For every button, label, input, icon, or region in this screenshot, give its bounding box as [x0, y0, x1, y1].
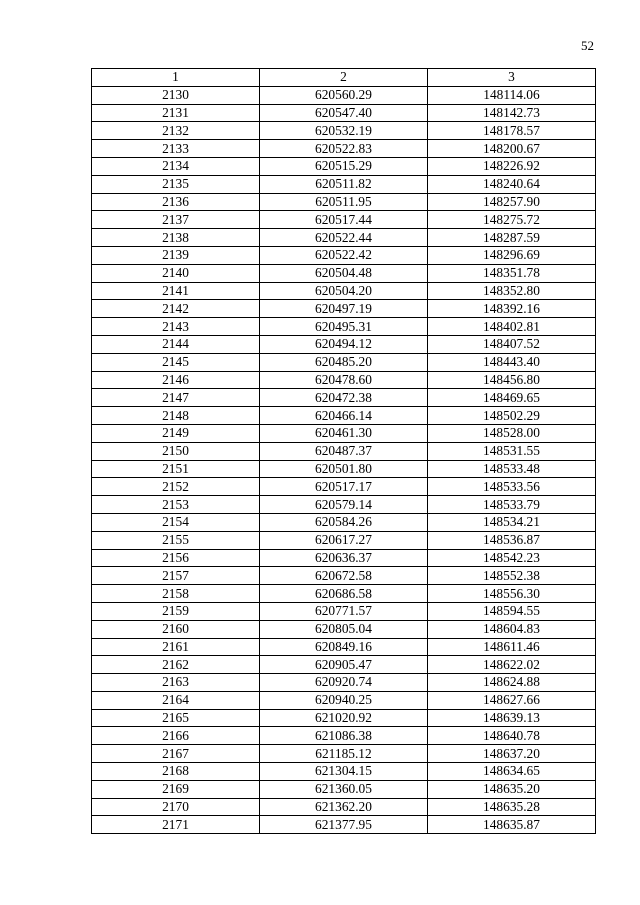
point-number-cell: 2146: [92, 371, 260, 389]
table-row: [92, 211, 596, 229]
y-coordinate-cell: 148533.56: [428, 478, 596, 496]
point-number-cell: 2137: [92, 211, 260, 229]
table-row: [92, 460, 596, 478]
table-row: [92, 567, 596, 585]
y-coordinate-cell: 148533.79: [428, 496, 596, 514]
y-coordinate-cell: 148624.88: [428, 674, 596, 692]
y-coordinate-cell: 148594.55: [428, 602, 596, 620]
x-coordinate-cell: 620487.37: [260, 442, 428, 460]
table-row: [92, 496, 596, 514]
y-coordinate-cell: 148226.92: [428, 157, 596, 175]
x-coordinate-cell: 620547.40: [260, 104, 428, 122]
x-coordinate-cell: 620472.38: [260, 389, 428, 407]
table-row: [92, 442, 596, 460]
x-coordinate-cell: 620517.44: [260, 211, 428, 229]
table-row: [92, 816, 596, 834]
point-number-cell: 2156: [92, 549, 260, 567]
y-coordinate-cell: 148556.30: [428, 585, 596, 603]
x-coordinate-cell: 620636.37: [260, 549, 428, 567]
point-number-cell: 2155: [92, 531, 260, 549]
y-coordinate-cell: 148533.48: [428, 460, 596, 478]
x-coordinate-cell: 620466.14: [260, 407, 428, 425]
point-number-cell: 2159: [92, 602, 260, 620]
x-coordinate-cell: 620504.48: [260, 264, 428, 282]
y-coordinate-cell: 148296.69: [428, 246, 596, 264]
point-number-cell: 2139: [92, 246, 260, 264]
point-number-cell: 2163: [92, 674, 260, 692]
point-number-cell: 2141: [92, 282, 260, 300]
x-coordinate-cell: 620805.04: [260, 620, 428, 638]
point-number-cell: 2145: [92, 353, 260, 371]
x-coordinate-cell: 620495.31: [260, 318, 428, 336]
column-header-2: 2: [260, 69, 428, 87]
coordinates-table: [91, 68, 596, 834]
x-coordinate-cell: 620905.47: [260, 656, 428, 674]
y-coordinate-cell: 148531.55: [428, 442, 596, 460]
point-number-cell: 2160: [92, 620, 260, 638]
x-coordinate-cell: 620478.60: [260, 371, 428, 389]
table-row: [92, 229, 596, 247]
table-row: [92, 353, 596, 371]
point-number-cell: 2140: [92, 264, 260, 282]
y-coordinate-cell: 148528.00: [428, 424, 596, 442]
table-header-row: [92, 69, 596, 87]
y-coordinate-cell: 148402.81: [428, 318, 596, 336]
page-number: 52: [581, 38, 594, 53]
column-header-1: 1: [92, 69, 260, 87]
table-row: [92, 513, 596, 531]
table-row: [92, 424, 596, 442]
y-coordinate-cell: 148637.20: [428, 745, 596, 763]
point-number-cell: 2136: [92, 193, 260, 211]
table-row: [92, 691, 596, 709]
point-number-cell: 2171: [92, 816, 260, 834]
point-number-cell: 2132: [92, 122, 260, 140]
x-coordinate-cell: 620494.12: [260, 335, 428, 353]
point-number-cell: 2167: [92, 745, 260, 763]
y-coordinate-cell: 148622.02: [428, 656, 596, 674]
table-row: [92, 585, 596, 603]
x-coordinate-cell: 620522.42: [260, 246, 428, 264]
y-coordinate-cell: 148640.78: [428, 727, 596, 745]
point-number-cell: 2157: [92, 567, 260, 585]
table-row: [92, 549, 596, 567]
table-row: [92, 389, 596, 407]
point-number-cell: 2150: [92, 442, 260, 460]
point-number-cell: 2164: [92, 691, 260, 709]
point-number-cell: 2131: [92, 104, 260, 122]
y-coordinate-cell: 148635.87: [428, 816, 596, 834]
x-coordinate-cell: 620920.74: [260, 674, 428, 692]
table-row: [92, 371, 596, 389]
x-coordinate-cell: 620522.44: [260, 229, 428, 247]
table-row: [92, 282, 596, 300]
y-coordinate-cell: 148469.65: [428, 389, 596, 407]
point-number-cell: 2165: [92, 709, 260, 727]
point-number-cell: 2149: [92, 424, 260, 442]
table-row: [92, 638, 596, 656]
table-row: [92, 674, 596, 692]
x-coordinate-cell: 620504.20: [260, 282, 428, 300]
table-row: [92, 620, 596, 638]
y-coordinate-cell: 148627.66: [428, 691, 596, 709]
table-row: [92, 246, 596, 264]
y-coordinate-cell: 148287.59: [428, 229, 596, 247]
table-row: [92, 478, 596, 496]
x-coordinate-cell: 620461.30: [260, 424, 428, 442]
column-header-3: 3: [428, 69, 596, 87]
y-coordinate-cell: 148502.29: [428, 407, 596, 425]
point-number-cell: 2152: [92, 478, 260, 496]
y-coordinate-cell: 148534.21: [428, 513, 596, 531]
x-coordinate-cell: 620940.25: [260, 691, 428, 709]
x-coordinate-cell: 620584.26: [260, 513, 428, 531]
x-coordinate-cell: 620497.19: [260, 300, 428, 318]
x-coordinate-cell: 621362.20: [260, 798, 428, 816]
x-coordinate-cell: 620515.29: [260, 157, 428, 175]
y-coordinate-cell: 148542.23: [428, 549, 596, 567]
table-body: [92, 86, 596, 833]
point-number-cell: 2161: [92, 638, 260, 656]
y-coordinate-cell: 148275.72: [428, 211, 596, 229]
point-number-cell: 2147: [92, 389, 260, 407]
point-number-cell: 2144: [92, 335, 260, 353]
x-coordinate-cell: 620511.95: [260, 193, 428, 211]
table-row: [92, 300, 596, 318]
x-coordinate-cell: 620849.16: [260, 638, 428, 656]
point-number-cell: 2134: [92, 157, 260, 175]
y-coordinate-cell: 148635.20: [428, 780, 596, 798]
table-row: [92, 798, 596, 816]
y-coordinate-cell: 148240.64: [428, 175, 596, 193]
point-number-cell: 2138: [92, 229, 260, 247]
point-number-cell: 2142: [92, 300, 260, 318]
table-row: [92, 531, 596, 549]
y-coordinate-cell: 148352.80: [428, 282, 596, 300]
y-coordinate-cell: 148456.80: [428, 371, 596, 389]
table-row: [92, 122, 596, 140]
x-coordinate-cell: 621377.95: [260, 816, 428, 834]
table-row: [92, 602, 596, 620]
table-row: [92, 175, 596, 193]
point-number-cell: 2162: [92, 656, 260, 674]
y-coordinate-cell: 148639.13: [428, 709, 596, 727]
x-coordinate-cell: 620485.20: [260, 353, 428, 371]
y-coordinate-cell: 148392.16: [428, 300, 596, 318]
y-coordinate-cell: 148536.87: [428, 531, 596, 549]
x-coordinate-cell: 620560.29: [260, 86, 428, 104]
x-coordinate-cell: 620501.80: [260, 460, 428, 478]
x-coordinate-cell: 620522.83: [260, 140, 428, 158]
point-number-cell: 2135: [92, 175, 260, 193]
y-coordinate-cell: 148178.57: [428, 122, 596, 140]
y-coordinate-cell: 148604.83: [428, 620, 596, 638]
x-coordinate-cell: 621185.12: [260, 745, 428, 763]
x-coordinate-cell: 620617.27: [260, 531, 428, 549]
x-coordinate-cell: 620771.57: [260, 602, 428, 620]
point-number-cell: 2170: [92, 798, 260, 816]
point-number-cell: 2158: [92, 585, 260, 603]
y-coordinate-cell: 148552.38: [428, 567, 596, 585]
x-coordinate-cell: 620532.19: [260, 122, 428, 140]
y-coordinate-cell: 148443.40: [428, 353, 596, 371]
x-coordinate-cell: 620686.58: [260, 585, 428, 603]
table-row: [92, 104, 596, 122]
x-coordinate-cell: 621020.92: [260, 709, 428, 727]
x-coordinate-cell: 620517.17: [260, 478, 428, 496]
point-number-cell: 2168: [92, 763, 260, 781]
table-row: [92, 193, 596, 211]
table-row: [92, 763, 596, 781]
point-number-cell: 2143: [92, 318, 260, 336]
x-coordinate-cell: 620672.58: [260, 567, 428, 585]
y-coordinate-cell: 148257.90: [428, 193, 596, 211]
table-row: [92, 780, 596, 798]
point-number-cell: 2151: [92, 460, 260, 478]
table-row: [92, 140, 596, 158]
y-coordinate-cell: 148142.73: [428, 104, 596, 122]
x-coordinate-cell: 621360.05: [260, 780, 428, 798]
table-row: [92, 335, 596, 353]
point-number-cell: 2169: [92, 780, 260, 798]
point-number-cell: 2153: [92, 496, 260, 514]
table-row: [92, 86, 596, 104]
y-coordinate-cell: 148635.28: [428, 798, 596, 816]
point-number-cell: 2166: [92, 727, 260, 745]
table-row: [92, 318, 596, 336]
x-coordinate-cell: 621304.15: [260, 763, 428, 781]
x-coordinate-cell: 621086.38: [260, 727, 428, 745]
table-row: [92, 157, 596, 175]
table-row: [92, 656, 596, 674]
table-row: [92, 745, 596, 763]
table-row: [92, 709, 596, 727]
y-coordinate-cell: 148634.65: [428, 763, 596, 781]
y-coordinate-cell: 148351.78: [428, 264, 596, 282]
point-number-cell: 2154: [92, 513, 260, 531]
table-row: [92, 264, 596, 282]
y-coordinate-cell: 148200.67: [428, 140, 596, 158]
table-row: [92, 407, 596, 425]
point-number-cell: 2148: [92, 407, 260, 425]
y-coordinate-cell: 148407.52: [428, 335, 596, 353]
table-row: [92, 727, 596, 745]
x-coordinate-cell: 620511.82: [260, 175, 428, 193]
point-number-cell: 2133: [92, 140, 260, 158]
y-coordinate-cell: 148114.06: [428, 86, 596, 104]
y-coordinate-cell: 148611.46: [428, 638, 596, 656]
x-coordinate-cell: 620579.14: [260, 496, 428, 514]
point-number-cell: 2130: [92, 86, 260, 104]
